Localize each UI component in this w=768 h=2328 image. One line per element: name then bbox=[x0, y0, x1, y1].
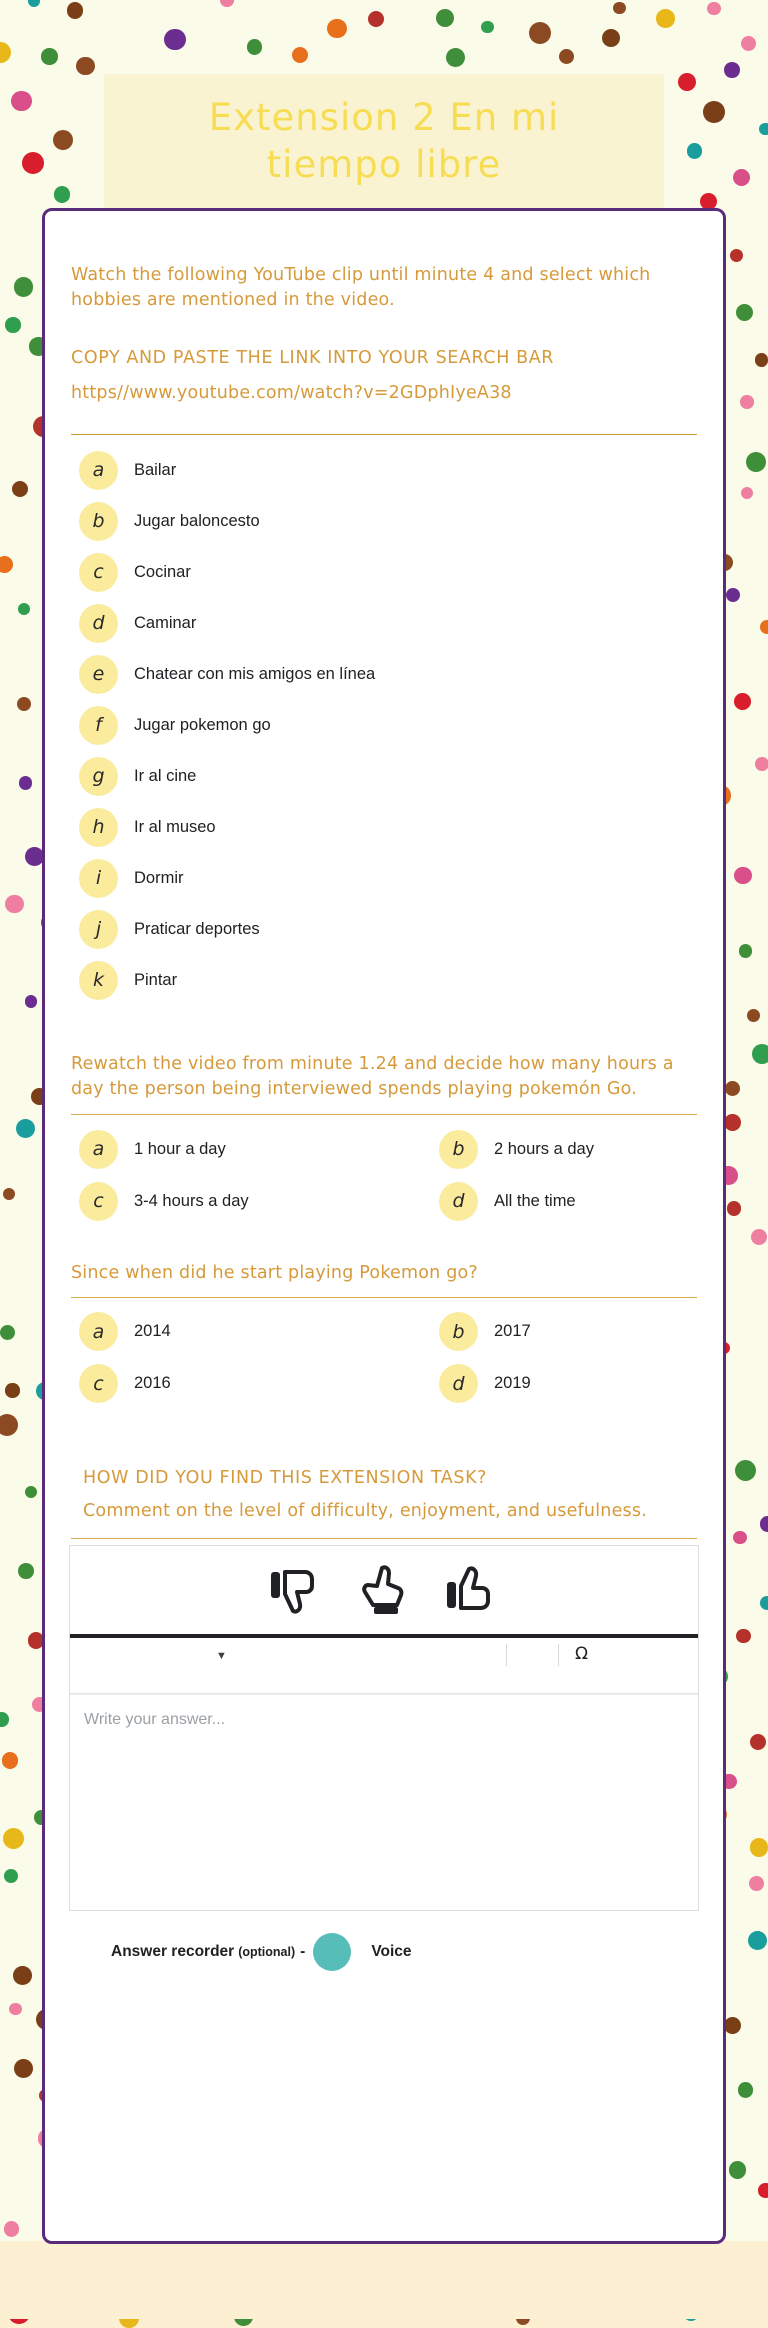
confetti-dot bbox=[736, 304, 753, 321]
question-1-option-bullet[interactable]: e bbox=[79, 655, 118, 694]
confetti-dot bbox=[726, 588, 740, 602]
question-3-option-row[interactable] bbox=[393, 1306, 697, 1358]
question-2-option-label: All the time bbox=[494, 1192, 576, 1211]
confetti-dot bbox=[0, 1414, 18, 1436]
confetti-dot bbox=[25, 847, 44, 866]
toolbar-separator-2 bbox=[558, 1644, 559, 1666]
question-1-option-row[interactable] bbox=[79, 751, 697, 802]
confetti-dot bbox=[0, 1325, 15, 1340]
confetti-dot bbox=[741, 487, 753, 499]
toolbar-separator-1 bbox=[506, 1644, 507, 1666]
question-3-option-bullet[interactable]: a bbox=[79, 1312, 118, 1351]
omega-symbol-icon[interactable]: Ω bbox=[575, 1644, 588, 1664]
confetti-dot bbox=[729, 2161, 747, 2179]
question-1-options bbox=[45, 435, 723, 1006]
confetti-dot bbox=[0, 556, 13, 573]
confetti-dot bbox=[67, 2, 84, 19]
worksheet-card bbox=[42, 208, 726, 2244]
confetti-dot bbox=[759, 123, 768, 135]
confetti-dot bbox=[9, 2003, 21, 2015]
confetti-dot bbox=[18, 1563, 34, 1579]
confetti-dot bbox=[727, 1201, 741, 1215]
confetti-dot bbox=[0, 42, 11, 63]
question-3-option-bullet[interactable]: c bbox=[79, 1364, 118, 1403]
confetti-dot bbox=[724, 1114, 741, 1131]
confetti-dot bbox=[18, 603, 30, 615]
confetti-dot bbox=[220, 0, 233, 7]
confetti-dot bbox=[734, 867, 751, 884]
intro-section bbox=[45, 211, 723, 407]
confetti-dot bbox=[734, 693, 751, 710]
question-1-option-row[interactable] bbox=[79, 598, 697, 649]
question-1-option-bullet[interactable]: f bbox=[79, 706, 118, 745]
bottom-band bbox=[0, 2241, 768, 2319]
question-3-prompt: Since when did he start playing Pokemon go? bbox=[71, 1261, 697, 1286]
question-2-option-row[interactable] bbox=[393, 1175, 697, 1227]
rating-icons-row bbox=[70, 1546, 698, 1638]
confetti-dot bbox=[724, 62, 740, 78]
question-2-option-label: 1 hour a day bbox=[134, 1140, 226, 1159]
question-1-option-label: Ir al cine bbox=[134, 767, 196, 786]
question-1-option-bullet[interactable]: a bbox=[79, 451, 118, 490]
question-1-option-bullet[interactable]: h bbox=[79, 808, 118, 847]
confetti-dot bbox=[746, 452, 766, 472]
confetti-dot bbox=[4, 1869, 18, 1883]
confetti-dot bbox=[736, 1629, 751, 1644]
confetti-dot bbox=[687, 143, 703, 159]
confetti-dot bbox=[749, 1876, 764, 1891]
confetti-dot bbox=[760, 1516, 768, 1531]
confetti-dot bbox=[613, 2, 626, 15]
confetti-dot bbox=[54, 186, 71, 203]
question-1-option-label: Caminar bbox=[134, 614, 196, 633]
confetti-dot bbox=[656, 9, 675, 28]
confetti-dot bbox=[5, 895, 23, 913]
question-3-option-label: 2017 bbox=[494, 1322, 531, 1341]
confetti-dot bbox=[751, 1229, 767, 1245]
question-1-option-row[interactable] bbox=[79, 700, 697, 751]
recorder-label: Answer recorder bbox=[111, 1943, 234, 1961]
question-2-option-bullet[interactable]: b bbox=[439, 1130, 478, 1169]
confetti-dot bbox=[678, 73, 696, 91]
question-1-option-bullet[interactable]: i bbox=[79, 859, 118, 898]
confetti-dot bbox=[750, 1734, 767, 1751]
question-1-option-row[interactable] bbox=[79, 649, 697, 700]
confetti-dot bbox=[725, 1081, 740, 1096]
confetti-dot bbox=[760, 620, 768, 634]
question-3-option-row[interactable] bbox=[393, 1358, 697, 1410]
feedback-section bbox=[45, 1466, 723, 1525]
confetti-dot bbox=[738, 2082, 754, 2098]
confetti-dot bbox=[164, 29, 185, 50]
confetti-dot bbox=[739, 944, 753, 958]
confetti-dot bbox=[0, 1712, 9, 1726]
thumbs-up-icon[interactable] bbox=[445, 1564, 499, 1616]
youtube-link[interactable]: https//www.youtube.com/watch?v=2GDphIyeA38 bbox=[71, 381, 697, 406]
confetti-dot bbox=[13, 1966, 32, 1985]
confetti-dot bbox=[368, 11, 384, 27]
confetti-dot bbox=[755, 757, 768, 770]
divider-feedback bbox=[45, 1538, 723, 1539]
question-1-option-label: Cocinar bbox=[134, 563, 191, 582]
instruction-text: Watch the following YouTube clip until minute 4 and select which hobbies are mentioned in the video. bbox=[71, 263, 697, 314]
question-1-option-label: Jugar baloncesto bbox=[134, 512, 260, 531]
question-2-option-bullet[interactable]: c bbox=[79, 1182, 118, 1221]
question-3-section bbox=[45, 1261, 723, 1286]
question-1-option-label: Jugar pokemon go bbox=[134, 716, 271, 735]
confetti-dot bbox=[730, 249, 743, 262]
page-title bbox=[209, 95, 560, 189]
question-1-option-row[interactable] bbox=[79, 853, 697, 904]
feedback-heading: HOW DID YOU FIND THIS EXTENSION TASK? bbox=[83, 1466, 697, 1491]
confetti-dot bbox=[747, 1009, 760, 1022]
question-1-option-bullet[interactable]: j bbox=[79, 910, 118, 949]
confetti-dot bbox=[16, 1119, 35, 1138]
page-title-line-1: Extension 2 En mi bbox=[209, 95, 560, 142]
confetti-dot bbox=[3, 1828, 24, 1849]
confetti-dot bbox=[760, 1596, 768, 1610]
feedback-subheading: Comment on the level of difficulty, enjoyment, and usefulness. bbox=[83, 1499, 697, 1524]
confetti-dot bbox=[733, 169, 750, 186]
confetti-dot bbox=[12, 481, 28, 497]
question-3-option-bullet[interactable]: d bbox=[439, 1364, 478, 1403]
question-1-option-row[interactable] bbox=[79, 904, 697, 955]
confetti-dot bbox=[733, 1531, 746, 1544]
confetti-dot bbox=[741, 36, 756, 51]
question-2-option-label: 3-4 hours a day bbox=[134, 1192, 249, 1211]
question-3-option-label: 2019 bbox=[494, 1374, 531, 1393]
question-1-option-label: Dormir bbox=[134, 869, 184, 888]
question-2-option-bullet[interactable]: a bbox=[79, 1130, 118, 1169]
confetti-dot bbox=[750, 1838, 768, 1857]
question-2-option-label: 2 hours a day bbox=[494, 1140, 594, 1159]
question-2-section bbox=[45, 1052, 723, 1103]
confetti-dot bbox=[481, 21, 494, 34]
voice-label: Voice bbox=[371, 1943, 411, 1961]
confetti-dot bbox=[5, 1383, 19, 1397]
copy-paste-note: COPY AND PASTE THE LINK INTO YOUR SEARCH BAR bbox=[71, 346, 697, 371]
answer-recorder-row bbox=[111, 1933, 723, 1971]
question-2-option-row[interactable] bbox=[79, 1175, 383, 1227]
confetti-dot bbox=[703, 101, 725, 123]
confetti-dot bbox=[707, 2, 720, 15]
answer-input[interactable]: Write your answer... bbox=[70, 1694, 698, 1910]
confetti-dot bbox=[529, 22, 551, 44]
confetti-dot bbox=[4, 2221, 19, 2236]
question-3-options bbox=[45, 1298, 723, 1410]
question-2-options bbox=[45, 1115, 723, 1227]
confetti-dot bbox=[14, 277, 34, 297]
confetti-dot bbox=[752, 1044, 768, 1064]
question-1-option-row[interactable] bbox=[79, 445, 697, 496]
confetti-dot bbox=[755, 353, 768, 366]
question-1-option-label: Praticar deportes bbox=[134, 920, 260, 939]
confetti-dot bbox=[11, 91, 32, 112]
chevron-down-icon[interactable]: ▼ bbox=[216, 1650, 227, 1662]
question-1-option-row[interactable] bbox=[79, 955, 697, 1006]
question-2-option-row[interactable] bbox=[393, 1123, 697, 1175]
question-1-option-label: Ir al museo bbox=[134, 818, 216, 837]
confetti-dot bbox=[41, 48, 57, 64]
question-3-option-label: 2016 bbox=[134, 1374, 171, 1393]
confetti-dot bbox=[3, 1188, 15, 1200]
recorder-dash: - bbox=[300, 1943, 305, 1961]
recorder-optional-label: (optional) bbox=[238, 1945, 295, 1959]
question-2-prompt: Rewatch the video from minute 1.24 and decide how many hours a day the person being interviewed spends playing pokemón Go. bbox=[71, 1052, 697, 1103]
question-2-option-bullet[interactable]: d bbox=[439, 1182, 478, 1221]
confetti-dot bbox=[559, 49, 575, 65]
confetti-dot bbox=[748, 1931, 767, 1950]
question-3-option-label: 2014 bbox=[134, 1322, 171, 1341]
confetti-dot bbox=[327, 19, 347, 39]
question-3-option-bullet[interactable]: b bbox=[439, 1312, 478, 1351]
question-1-option-bullet[interactable]: d bbox=[79, 604, 118, 643]
confetti-dot bbox=[247, 39, 262, 54]
confetti-dot bbox=[22, 152, 44, 174]
confetti-dot bbox=[292, 47, 308, 63]
confetti-dot bbox=[758, 2183, 768, 2197]
editor-toolbar bbox=[70, 1638, 698, 1694]
confetti-dot bbox=[436, 9, 455, 28]
confetti-dot bbox=[53, 130, 73, 150]
question-1-option-row[interactable] bbox=[79, 496, 697, 547]
confetti-dot bbox=[76, 57, 94, 75]
confetti-dot bbox=[28, 0, 40, 7]
confetti-dot bbox=[2, 1752, 19, 1769]
confetti-dot bbox=[735, 1460, 756, 1481]
title-banner bbox=[104, 74, 664, 209]
question-2-option-row[interactable] bbox=[79, 1123, 383, 1175]
question-1-option-bullet[interactable]: g bbox=[79, 757, 118, 796]
thumbs-down-icon[interactable] bbox=[269, 1564, 323, 1616]
question-1-option-bullet[interactable]: k bbox=[79, 961, 118, 1000]
confetti-dot bbox=[740, 395, 753, 408]
question-1-option-row[interactable] bbox=[79, 802, 697, 853]
feedback-widget bbox=[69, 1545, 699, 1911]
confetti-dot bbox=[25, 1486, 37, 1498]
voice-record-button[interactable] bbox=[313, 1933, 351, 1971]
confetti-dot bbox=[5, 317, 21, 333]
confetti-dot bbox=[17, 697, 31, 711]
question-1-option-row[interactable] bbox=[79, 547, 697, 598]
confetti-dot bbox=[19, 776, 33, 790]
question-1-option-label: Bailar bbox=[134, 461, 176, 480]
confetti-dot bbox=[724, 2017, 741, 2034]
thumbs-up-pointing-icon[interactable] bbox=[357, 1564, 411, 1616]
question-1-option-bullet[interactable]: c bbox=[79, 553, 118, 592]
confetti-dot bbox=[602, 29, 620, 47]
question-3-option-row[interactable] bbox=[79, 1358, 383, 1410]
question-1-option-label: Pintar bbox=[134, 971, 177, 990]
confetti-dot bbox=[14, 2059, 33, 2078]
page-title-line-2: tiempo libre bbox=[209, 142, 560, 189]
question-3-option-row[interactable] bbox=[79, 1306, 383, 1358]
question-1-option-label: Chatear con mis amigos en línea bbox=[134, 665, 375, 684]
confetti-dot bbox=[446, 48, 465, 67]
question-1-option-bullet[interactable]: b bbox=[79, 502, 118, 541]
confetti-dot bbox=[25, 995, 37, 1007]
